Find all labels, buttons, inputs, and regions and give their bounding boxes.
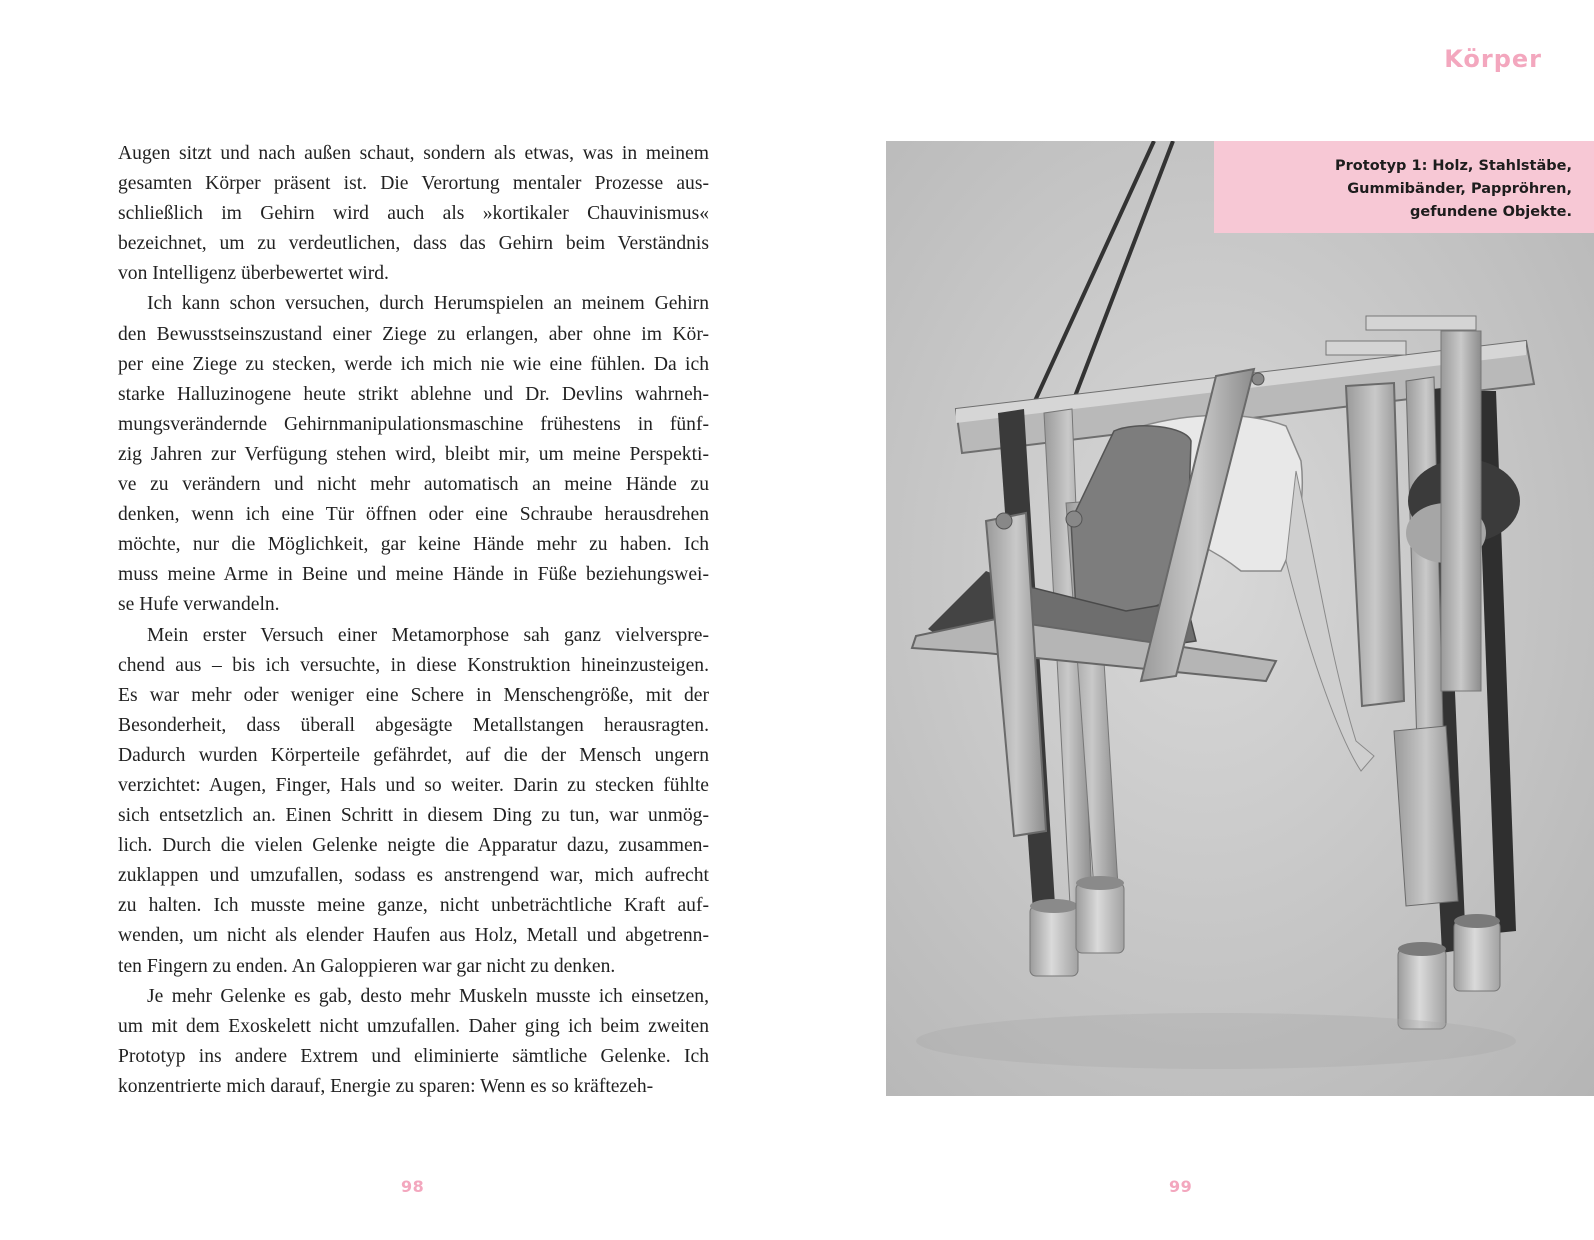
text-line: Dadurch wurden Körperteile gefährdet, auf die der Mensch ungern [118, 744, 709, 766]
text-line: Prototyp ins andere Extrem und eliminierte sämtliche Gelenke. Ich [118, 1045, 709, 1067]
page-number-right: 99 [1169, 1177, 1193, 1196]
text-line: sich entsetzlich an. Einen Schritt in diesem Ding zu tun, war unmög- [118, 805, 709, 827]
text-line: Augen sitzt und nach außen schaut, sondern als etwas, was in meinem [118, 143, 709, 164]
text-line: denken, wenn ich eine Tür öffnen oder eine Schraube herausdrehen [118, 504, 709, 526]
text-line: muss meine Arme in Beine und meine Hände in Füße beziehungswei- [118, 564, 709, 586]
prototype-photo [886, 141, 1594, 1096]
text-line: konzentrierte mich darauf, Energie zu sparen: Wenn es so kräftezeh- [118, 1075, 654, 1097]
text-line: starke Halluzinogene heute strikt ablehne und Dr. Devlins wahrneh- [118, 383, 709, 405]
caption-line: Gummibänder, Pappröhren, [1347, 181, 1572, 197]
caption-line: Prototyp 1: Holz, Stahlstäbe, [1335, 158, 1572, 174]
paragraph [118, 289, 709, 620]
text-line: Je mehr Gelenke es gab, desto mehr Muskeln musste ich einsetzen, [147, 985, 709, 1007]
text-line: se Hufe verwandeln. [118, 594, 280, 616]
text-line: verzichtet: Augen, Finger, Hals und so weiter. Darin zu stecken fühlte [118, 774, 709, 796]
text-line: den Bewusstseinszustand einer Ziege zu erlangen, aber ohne im Kör- [118, 323, 709, 345]
text-line: bezeichnet, um zu verdeutlichen, dass das Gehirn beim Verständnis [118, 233, 709, 255]
text-line: Mein erster Versuch einer Metamorphose sah ganz vielverspre- [147, 624, 709, 646]
section-title: Körper [1444, 45, 1542, 73]
text-line: zuklappen und umzufallen, sodass es anstrengend war, mich aufrecht [118, 865, 709, 887]
photo-caption [1214, 141, 1594, 233]
text-line: ve zu verändern und nicht mehr automatisch an meine Hände zu [118, 474, 709, 496]
text-line: Es war mehr oder weniger eine Schere in Menschengröße, mit der [118, 684, 709, 706]
text-line: Besonderheit, dass überall abgesägte Metallstangen herausragten. [118, 714, 709, 736]
text-line: mungsverändernde Gehirnmanipulationsmaschine frühestens in fünf- [118, 413, 709, 435]
text-line: zu halten. Ich musste meine ganze, nicht unbeträchtliche Kraft auf- [118, 895, 709, 917]
text-line: Ich kann schon versuchen, durch Herumspielen an meinem Gehirn [147, 293, 709, 315]
text-line: von Intelligenz überbewertet wird. [118, 263, 389, 285]
text-line: wenden, um nicht als elender Haufen aus Holz, Metall und abgetrenn- [118, 925, 709, 947]
text-line: chend aus – bis ich versuchte, in diese Konstruktion hineinzusteigen. [118, 654, 709, 676]
body-text [118, 139, 709, 1102]
paragraph [118, 621, 709, 982]
text-line: schließlich im Gehirn wird auch als »kortikaler Chauvinismus« [118, 203, 709, 225]
text-line: ten Fingern zu enden. An Galoppieren war gar nicht zu denken. [118, 955, 616, 977]
exoskeleton-photo-illustration [886, 141, 1594, 1096]
page-number-left: 98 [401, 1177, 425, 1196]
text-line: möchte, nur die Möglichkeit, gar keine Hände mehr zu haben. Ich [118, 534, 709, 556]
text-line: per eine Ziege zu stecken, werde ich mich nie wie eine fühlen. Da ich [118, 353, 709, 375]
text-line: gesamten Körper präsent ist. Die Verortung mentaler Prozesse aus- [118, 173, 709, 195]
paragraph [118, 139, 709, 289]
text-line: um mit dem Exoskelett nicht umzufallen. Daher ging ich beim zweiten [118, 1015, 709, 1037]
text-line: lich. Durch die vielen Gelenke neigte die Apparatur dazu, zusammen- [118, 835, 709, 857]
right-page [797, 0, 1594, 1240]
text-line: zig Jahren zur Verfügung stehen wird, bleibt mir, um meine Perspekti- [118, 443, 709, 465]
caption-line: gefundene Objekte. [1409, 204, 1572, 220]
paragraph [118, 982, 709, 1102]
